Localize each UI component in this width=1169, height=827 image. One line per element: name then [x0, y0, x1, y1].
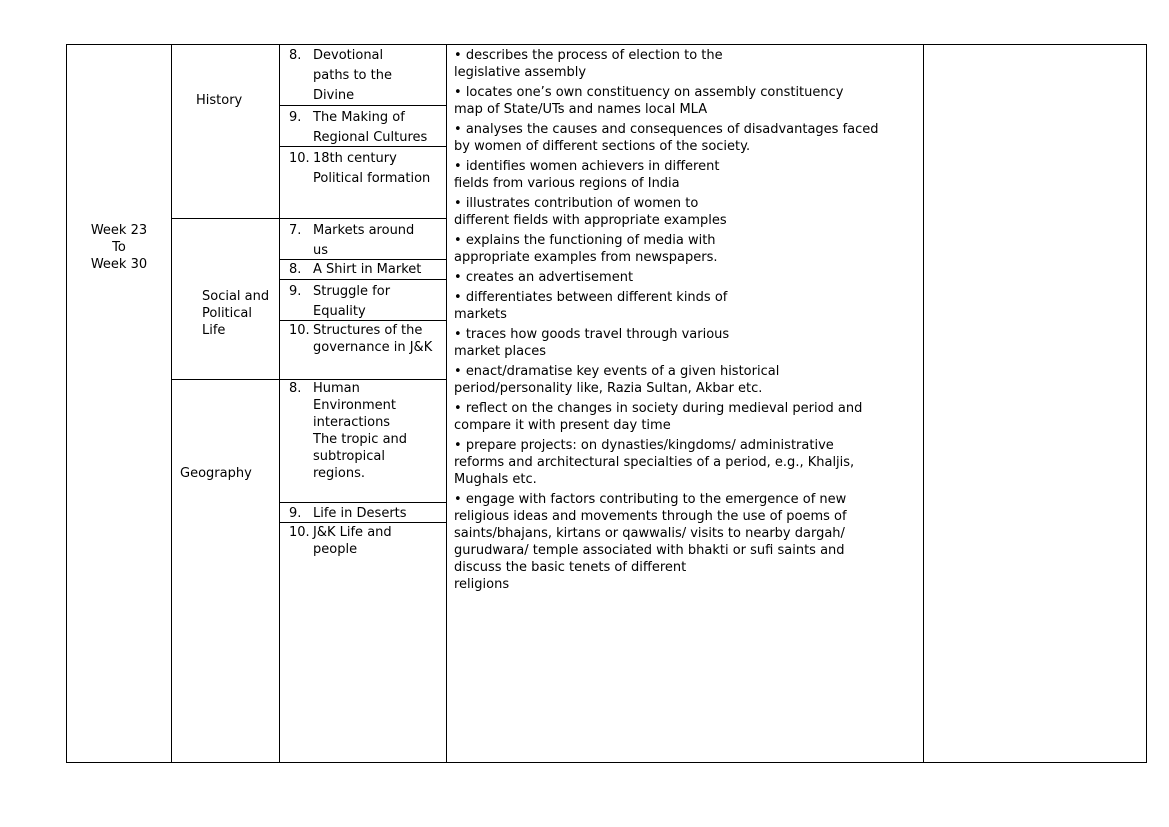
topic-line: The Making of: [313, 110, 405, 125]
outcome-text: legislative assembly: [454, 65, 587, 80]
topic-number: 9.: [289, 284, 302, 299]
topic-line: Environment: [313, 398, 397, 413]
topic-line: Struggle for: [313, 284, 391, 299]
outcome-line: [454, 47, 919, 64]
outcome-line: [454, 269, 919, 286]
outcome-text: market places: [454, 344, 547, 359]
learning-outcomes-list: [454, 47, 919, 596]
outcome-text: illustrates contribution of women to: [465, 196, 699, 211]
outcome-item: [454, 84, 919, 118]
period-end: Week 30: [90, 257, 148, 272]
outcome-text: locates one’s own constituency on assembly constituency: [465, 85, 844, 100]
outcome-item: [454, 269, 919, 286]
bullet-icon: •: [454, 159, 466, 174]
period-start: Week 23: [90, 223, 148, 238]
outcome-line: [454, 158, 919, 175]
topic-number: 7.: [289, 223, 302, 238]
outcome-line: [454, 363, 919, 380]
topic-number: 10.: [289, 151, 310, 166]
period-to: To: [112, 240, 126, 255]
bullet-icon: •: [454, 270, 466, 285]
outcome-text: gurudwara/ temple associated with bhakti or sufi saints and: [454, 543, 845, 558]
bullet-icon: •: [454, 85, 466, 100]
topic-number: 8.: [289, 262, 302, 277]
topic-line: A Shirt in Market: [313, 262, 422, 277]
outcome-item: [454, 158, 919, 192]
outcome-line: [454, 437, 919, 454]
outcome-item: [454, 121, 919, 155]
outcome-text: explains the functioning of media with: [465, 233, 716, 248]
outcome-text: prepare projects: on dynasties/kingdoms/ administrative: [465, 438, 834, 453]
outcome-item: [454, 232, 919, 266]
outcome-text: discuss the basic tenets of different: [454, 560, 687, 575]
outcome-text: traces how goods travel through various: [465, 327, 730, 342]
outcome-text: appropriate examples from newspapers.: [454, 250, 718, 265]
subject-social-political-life: [202, 288, 269, 339]
topic-line: us: [313, 243, 329, 258]
topic-line: Structures of the: [313, 323, 423, 338]
outcome-text: enact/dramatise key events of a given historical: [465, 364, 780, 379]
topic-line: Regional Cultures: [313, 130, 428, 145]
topic-number: 9.: [289, 110, 302, 125]
outcome-text: religions: [454, 577, 510, 592]
topic-line: Political formation: [313, 171, 431, 186]
column-divider: [923, 44, 924, 763]
bullet-icon: •: [454, 364, 466, 379]
topic-line: people: [313, 542, 358, 557]
topic-line: subtropical: [313, 449, 385, 464]
outcome-text: reflect on the changes in society during medieval period and: [465, 401, 863, 416]
bullet-icon: •: [454, 196, 466, 211]
topic-line: J&K Life and: [313, 525, 392, 540]
outcome-line: [454, 417, 919, 434]
topic-divider: [279, 502, 447, 503]
outcome-line: [454, 121, 919, 138]
outcome-line: [454, 138, 919, 155]
column-divider: [171, 44, 172, 763]
outcome-line: [454, 343, 919, 360]
outcome-text: by women of different sections of the society.: [454, 139, 751, 154]
outcome-line: [454, 380, 919, 397]
subject-line: Political: [202, 306, 252, 321]
outcome-text: reforms and architectural specialties of a period, e.g., Khaljis,: [454, 455, 855, 470]
bullet-icon: •: [454, 438, 466, 453]
outcome-text: map of State/UTs and names local MLA: [454, 102, 708, 117]
topic-number: 10.: [289, 525, 310, 540]
outcome-line: [454, 101, 919, 118]
topic-number: 8.: [289, 381, 302, 396]
row-divider: [171, 218, 447, 219]
topic-line: Markets around: [313, 223, 415, 238]
outcome-line: [454, 232, 919, 249]
outcome-text: fields from various regions of India: [454, 176, 680, 191]
outcome-line: [454, 326, 919, 343]
topic-line: Divine: [313, 88, 355, 103]
topic-divider: [279, 522, 447, 523]
outcome-text: engage with factors contributing to the emergence of new: [465, 492, 847, 507]
column-divider: [279, 44, 280, 763]
outcome-text: differentiates between different kinds of: [465, 290, 728, 305]
outcome-line: [454, 454, 919, 471]
topic-divider: [279, 146, 447, 147]
outcome-line: [454, 84, 919, 101]
outcome-text: period/personality like, Razia Sultan, Akbar etc.: [454, 381, 763, 396]
outcome-text: compare it with present day time: [454, 418, 671, 433]
bullet-icon: •: [454, 401, 466, 416]
topic-divider: [279, 105, 447, 106]
outcome-item: [454, 289, 919, 323]
outcome-line: [454, 195, 919, 212]
bullet-icon: •: [454, 290, 466, 305]
topic-divider: [279, 259, 447, 260]
outcome-line: [454, 471, 919, 488]
topic-line: interactions: [313, 415, 391, 430]
outcome-line: [454, 491, 919, 508]
topic-number: 8.: [289, 48, 302, 63]
outcome-item: [454, 363, 919, 397]
outcome-line: [454, 559, 919, 576]
subject-line: Social and: [202, 289, 270, 304]
outcome-text: identifies women achievers in different: [465, 159, 720, 174]
outcome-line: [454, 175, 919, 192]
outcome-text: analyses the causes and consequences of disadvantages faced: [465, 122, 879, 137]
subject-history: History: [196, 93, 243, 108]
outcome-line: [454, 212, 919, 229]
bullet-icon: •: [454, 122, 466, 137]
topic-number: 10.: [289, 323, 310, 338]
outcome-line: [454, 249, 919, 266]
topic-divider: [279, 320, 447, 321]
outcome-line: [454, 306, 919, 323]
topic-line: governance in J&K: [313, 340, 433, 355]
outcome-text: Mughals etc.: [454, 472, 537, 487]
outcome-text: different fields with appropriate examples: [454, 213, 727, 228]
topic-divider: [279, 279, 447, 280]
outcome-item: [454, 47, 919, 81]
outcome-item: [454, 195, 919, 229]
outcome-line: [454, 508, 919, 525]
column-divider: [446, 44, 447, 763]
bullet-icon: •: [454, 492, 466, 507]
outcome-line: [454, 400, 919, 417]
bullet-icon: •: [454, 233, 466, 248]
topic-line: Equality: [313, 304, 366, 319]
topic-line: Human: [313, 381, 360, 396]
outcome-line: [454, 542, 919, 559]
outcome-item: [454, 326, 919, 360]
topic-line: Devotional: [313, 48, 384, 63]
subject-geography: Geography: [180, 466, 252, 481]
outcome-item: [454, 491, 919, 593]
topic-line: Life in Deserts: [313, 506, 407, 521]
outcome-text: creates an advertisement: [465, 270, 634, 285]
outcome-text: religious ideas and movements through the use of poems of: [454, 509, 847, 524]
outcome-line: [454, 64, 919, 81]
topic-line: 18th century: [313, 151, 397, 166]
outcome-text: describes the process of election to the: [465, 48, 723, 63]
bullet-icon: •: [454, 327, 466, 342]
topic-line: paths to the: [313, 68, 392, 83]
outcome-text: markets: [454, 307, 507, 322]
outcome-item: [454, 437, 919, 488]
topic-line: regions.: [313, 466, 366, 481]
outcome-line: [454, 289, 919, 306]
period-cell: [72, 222, 166, 273]
topic-number: 9.: [289, 506, 302, 521]
outcome-item: [454, 400, 919, 434]
outcome-line: [454, 525, 919, 542]
bullet-icon: •: [454, 48, 466, 63]
subject-line: Life: [202, 323, 226, 338]
outcome-text: saints/bhajans, kirtans or qawwalis/ visits to nearby dargah/: [454, 526, 845, 541]
topic-line: The tropic and: [313, 432, 408, 447]
outcome-line: [454, 576, 919, 593]
